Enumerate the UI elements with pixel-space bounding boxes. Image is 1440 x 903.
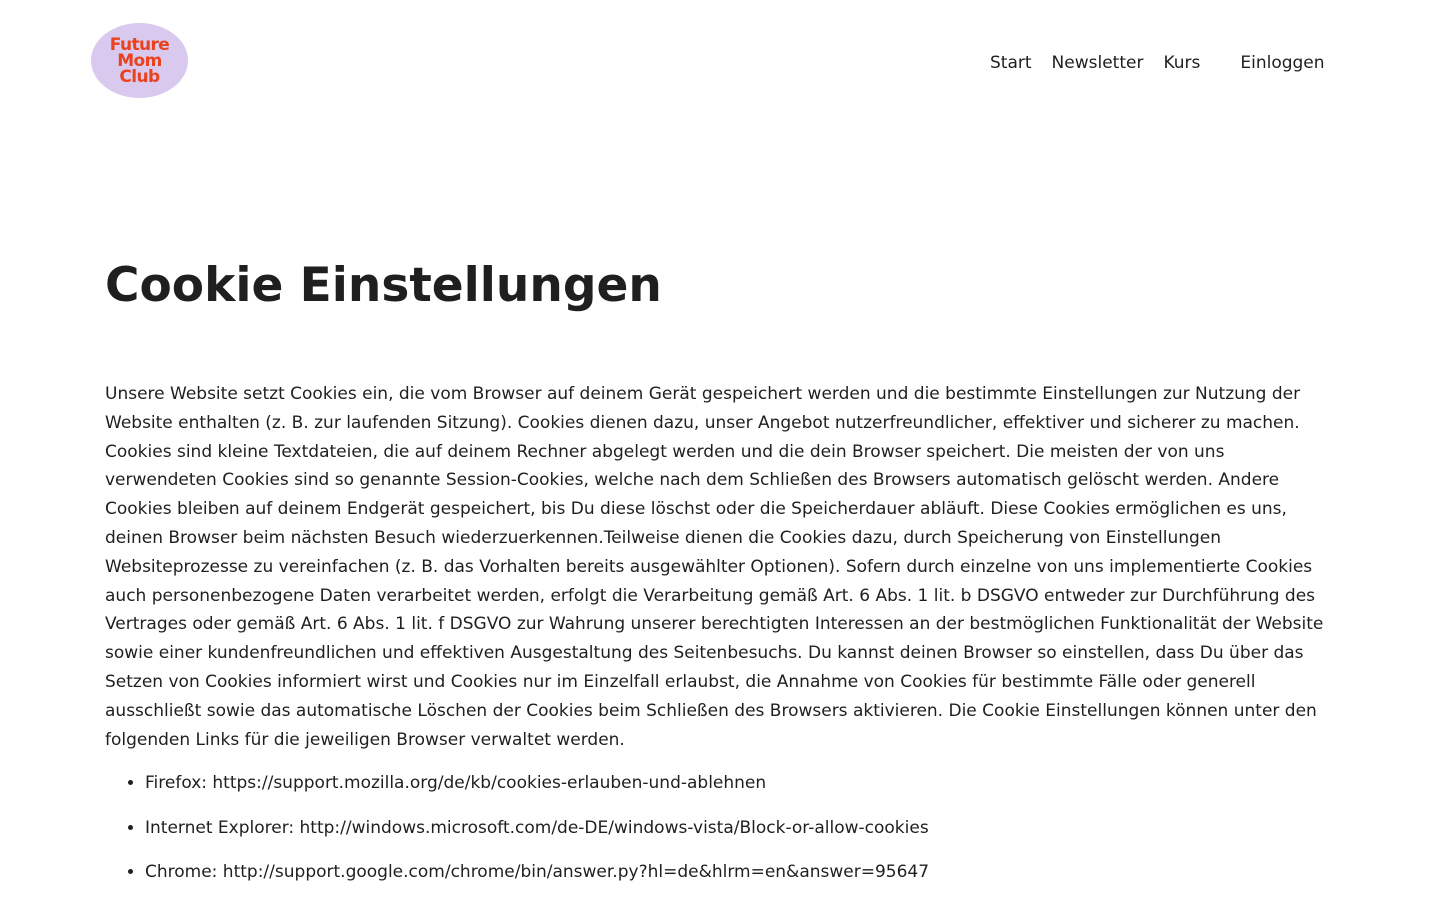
logo-link[interactable] — [91, 23, 188, 98]
nav-item-newsletter[interactable]: Newsletter — [1051, 53, 1144, 73]
main-nav — [990, 52, 1325, 74]
logo-text-line: Club — [119, 66, 160, 87]
intro-paragraph: Unsere Website setzt Cookies ein, die vom Browser auf deinem Gerät gespeichert werden und die bestimmte Einstellungen zur Nutzung der Website enthalten (z. B. zur laufenden Sitzung). Cookies dienen dazu, unser Angebot nutzerfreundlicher, effektiver und sicherer zu machen. Cookies sind kleine Textdateien, die auf deinem Rechner abgelegt werden und die dein Browser speichert. Die meisten der von uns verwendeten Cookies sind so genannte Session-Cookies, welche nach dem Schließen des Browsers automatisch gelöscht werden. Andere Cookies bleiben auf deinem Endgerät gespeichert, bis Du diese löschst oder die Speicherdauer abläuft. Diese Cookies ermöglichen es uns, deinen Browser beim nächsten Besuch wiederzuerkennen.Teilweise dienen die Cookies dazu, durch Speicherung von Einstellungen Websiteprozesse zu vereinfachen (z. B. das Vorhalten bereits ausgewählter Optionen). Sofern durch einzelne von uns implementierte Cookies auch personenbezogene Daten verarbeitet werden, erfolgt die Verarbeitung gemäß Art. 6 Abs. 1 lit. b DSGVO entweder zur Durchführung des Vertrages oder gemäß Art. 6 Abs. 1 lit. f DSGVO zur Wahrung unserer berechtigten Interessen an der bestmöglichen Funktionalität der Website sowie einer kundenfreundlichen und effektiven Ausgestaltung des Seitenbesuchs. Du kannst deinen Browser so einstellen, dass Du über das Setzen von Cookies informiert wirst und Cookies nur im Einzelfall erlaubst, die Annahme von Cookies für bestimmte Fälle oder generell ausschließt sowie das automatische Löschen der Cookies beim Schließen des Browsers aktivieren. Die Cookie Einstellungen können unter den folgenden Links für die jeweiligen Browser verwaltet werden. — [105, 384, 1324, 750]
list-item — [145, 769, 1341, 797]
main-content — [105, 255, 1341, 903]
login-link[interactable]: Einloggen — [1240, 53, 1325, 73]
logo-text-line: Future — [109, 34, 170, 55]
list-item — [145, 814, 1341, 842]
site-header — [0, 0, 1440, 120]
nav-item-kurs[interactable]: Kurs — [1163, 53, 1201, 73]
browser-link-list — [105, 769, 1341, 886]
logo-text-line: Mom — [117, 50, 162, 71]
internet-explorer-cookie-link[interactable]: Internet Explorer: http://windows.microsoft.com/de-DE/windows-vista/Block-or-allow-cookies — [145, 817, 929, 838]
nav-item-start[interactable]: Start — [990, 53, 1032, 73]
chrome-cookie-link[interactable]: Chrome: http://support.google.com/chrome/bin/answer.py?hl=de&hlrm=en&answer=95647 — [145, 862, 930, 883]
page-title: Cookie Einstellungen — [105, 258, 662, 313]
firefox-cookie-link[interactable]: Firefox: https://support.mozilla.org/de/kb/cookies-erlauben-und-ablehnen — [145, 773, 767, 794]
list-item — [145, 858, 1341, 886]
